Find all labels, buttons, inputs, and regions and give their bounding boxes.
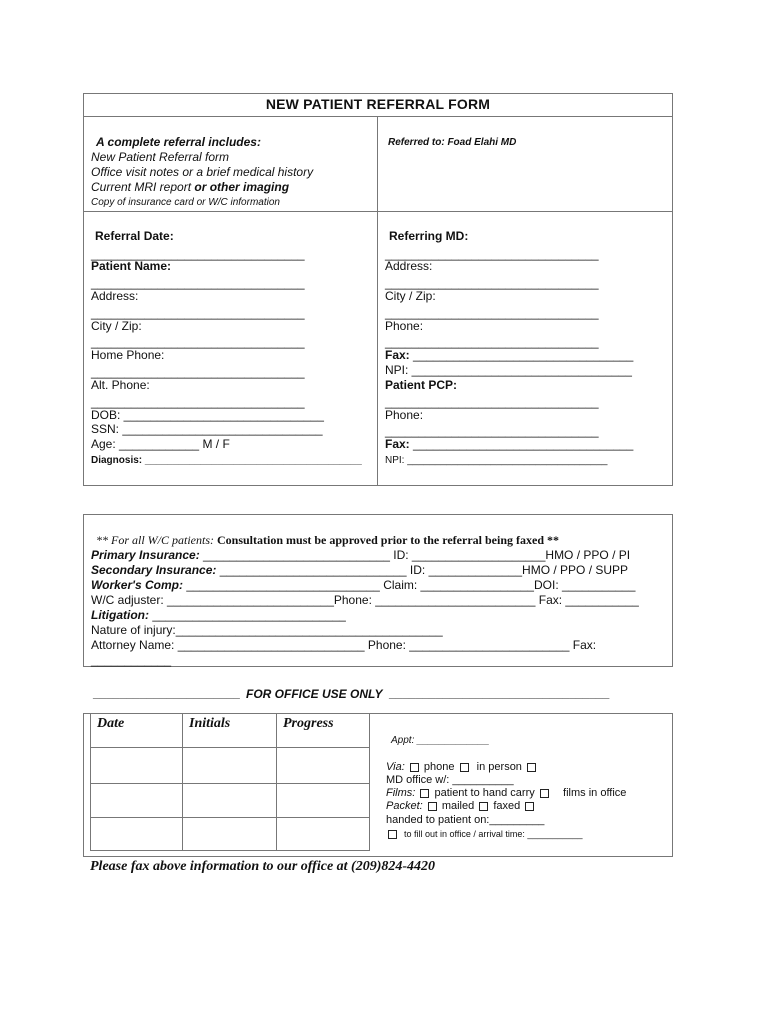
fax-instruction: Please fax above information to our office at (209)824-4420	[90, 859, 436, 874]
via-row	[386, 760, 538, 774]
md-fax-label: Fax:	[385, 348, 410, 362]
alt-phone-field[interactable]: ________________________________	[91, 395, 305, 409]
md-phone-field[interactable]: ________________________________	[385, 335, 599, 349]
via-in-person-label: in person	[476, 761, 522, 773]
office-use-line-left: ______________________	[93, 686, 240, 700]
patient-name-field[interactable]: ________________________________	[91, 276, 305, 290]
via-phone-checkbox[interactable]	[410, 763, 419, 772]
films-in-office-label: films in office	[563, 787, 627, 799]
age-field[interactable]: Age: ____________ M / F	[91, 437, 230, 451]
workers-comp-line: _____________________________ Claim: _________________DOI: ___________	[182, 578, 636, 592]
form-title: NEW PATIENT REFERRAL FORM	[265, 96, 491, 112]
wc-adjuster-field[interactable]: W/C adjuster: _________________________Phone: ________________________ Fax: ___________	[91, 593, 639, 607]
patient-address-label: Address:	[91, 289, 139, 303]
via-label: Via:	[386, 761, 405, 773]
md-fax-field[interactable]	[385, 348, 633, 362]
md-address-label: Address:	[385, 259, 433, 273]
title-divider	[83, 116, 673, 117]
pcp-fax-field[interactable]	[385, 437, 633, 451]
md-address-field[interactable]: ________________________________	[385, 276, 599, 290]
secondary-insurance-line: ____________________________ ID: ______________HMO / PPO / SUPP	[216, 563, 629, 577]
table-cell[interactable]	[277, 784, 369, 816]
patient-name-label: Patient Name:	[91, 259, 172, 273]
films-label: Films:	[386, 787, 416, 799]
referring-md-label: Referring MD:	[389, 229, 469, 243]
workers-comp-label: Worker's Comp:	[91, 578, 183, 592]
top-column-divider	[377, 116, 378, 486]
pcp-phone-field[interactable]: ________________________________	[385, 424, 599, 438]
appt-field[interactable]: Appt: _____________	[391, 735, 490, 746]
table-cell[interactable]	[277, 748, 369, 782]
referring-md-field[interactable]: ________________________________	[385, 247, 599, 261]
litigation-line: _____________________________	[148, 608, 346, 622]
packet-mailed-checkbox-2[interactable]	[479, 802, 488, 811]
fill-out-row	[386, 827, 582, 841]
films-in-office-checkbox[interactable]	[540, 789, 549, 798]
table-cell[interactable]	[183, 818, 275, 850]
via-phone-checkbox-2[interactable]	[460, 763, 469, 772]
packet-faxed-label: faxed	[493, 800, 521, 812]
includes-item: Office visit notes or a brief medical history	[91, 165, 314, 179]
referral-date-field[interactable]: ________________________________	[91, 247, 305, 261]
md-npi-field[interactable]: NPI: _________________________________	[385, 363, 632, 377]
table-header-initials: Initials	[189, 716, 231, 731]
patient-address-field[interactable]: ________________________________	[91, 306, 305, 320]
litigation-label: Litigation:	[91, 608, 149, 622]
ssn-field[interactable]: SSN: ______________________________	[91, 422, 323, 436]
wc-note	[96, 533, 559, 547]
packet-mailed-checkbox[interactable]	[428, 802, 437, 811]
md-office-field[interactable]: MD office w/: __________	[386, 774, 514, 786]
secondary-insurance-field[interactable]	[91, 563, 628, 577]
via-in-person-checkbox[interactable]	[527, 763, 536, 772]
table-header-date: Date	[97, 716, 125, 731]
films-hand-carry-label: patient to hand carry	[434, 787, 535, 799]
dob-field[interactable]: DOB: ______________________________	[91, 408, 324, 422]
md-fax-line: _________________________________	[409, 348, 634, 362]
includes-item	[91, 180, 289, 194]
packet-faxed-checkbox[interactable]	[525, 802, 534, 811]
wc-note-bold: Consultation must be approved prior to the referral being faxed **	[214, 533, 559, 547]
includes-item: Copy of insurance card or W/C information	[91, 197, 280, 208]
table-cell[interactable]	[183, 784, 275, 816]
referral-date-label: Referral Date:	[95, 229, 174, 243]
litigation-field[interactable]	[91, 608, 346, 622]
wc-note-italic: ** For all W/C patients:	[96, 533, 214, 547]
attorney-fax-field[interactable]: ____________	[91, 653, 172, 667]
table-cell[interactable]	[91, 748, 181, 782]
handed-to-patient-field[interactable]: handed to patient on:_________	[386, 814, 545, 826]
packet-row	[386, 799, 536, 813]
patient-city-zip-label: City / Zip:	[91, 319, 142, 333]
primary-insurance-field[interactable]	[91, 548, 630, 562]
home-phone-label: Home Phone:	[91, 348, 165, 362]
fill-out-label: to fill out in office / arrival time: ___________	[404, 829, 583, 839]
includes-item: New Patient Referral form	[91, 150, 230, 164]
includes-heading: A complete referral includes:	[96, 135, 261, 149]
table-cell[interactable]	[91, 784, 181, 816]
patient-city-zip-field[interactable]: ________________________________	[91, 335, 305, 349]
packet-mailed-label: mailed	[441, 800, 475, 812]
includes-divider	[83, 211, 673, 212]
pcp-npi-field[interactable]: NPI: ____________________________________	[385, 455, 608, 466]
pcp-fax-line: _________________________________	[409, 437, 634, 451]
attorney-field[interactable]: Attorney Name: ____________________________ Phone: ________________________ Fax:	[91, 638, 597, 652]
includes-item-bold: or other imaging	[191, 180, 290, 194]
table-cell[interactable]	[183, 748, 275, 782]
fill-out-checkbox[interactable]	[388, 830, 397, 839]
md-phone-label: Phone:	[385, 319, 424, 333]
office-use-heading: FOR OFFICE USE ONLY	[246, 687, 383, 701]
nature-of-injury-field[interactable]: Nature of injury:________________________________________	[91, 623, 443, 637]
packet-label: Packet:	[386, 800, 423, 812]
secondary-insurance-label: Secondary Insurance:	[91, 563, 217, 577]
pcp-fax-label: Fax:	[385, 437, 410, 451]
workers-comp-field[interactable]	[91, 578, 635, 592]
alt-phone-label: Alt. Phone:	[91, 378, 150, 392]
table-cell[interactable]	[91, 818, 181, 850]
table-header-progress: Progress	[283, 716, 334, 731]
home-phone-field[interactable]: ________________________________	[91, 365, 305, 379]
table-cell[interactable]	[277, 818, 369, 850]
office-use-line-right: _________________________________	[389, 686, 610, 700]
patient-pcp-field[interactable]: ________________________________	[385, 395, 599, 409]
pcp-phone-label: Phone:	[385, 408, 424, 422]
md-city-zip-field[interactable]: ________________________________	[385, 306, 599, 320]
primary-insurance-label: Primary Insurance:	[91, 548, 200, 562]
films-hand-carry-checkbox[interactable]	[420, 789, 429, 798]
md-city-zip-label: City / Zip:	[385, 289, 436, 303]
referred-to: Referred to: Foad Elahi MD	[388, 137, 517, 148]
includes-item-text: Current MRI report	[91, 180, 192, 194]
via-phone-label: phone	[423, 761, 455, 773]
primary-insurance-line: ____________________________ ID: ____________________HMO / PPO / PI	[199, 548, 631, 562]
patient-pcp-label: Patient PCP:	[385, 378, 458, 392]
films-row	[386, 786, 626, 800]
diagnosis-field[interactable]: Diagnosis: _______________________________________	[91, 455, 362, 466]
